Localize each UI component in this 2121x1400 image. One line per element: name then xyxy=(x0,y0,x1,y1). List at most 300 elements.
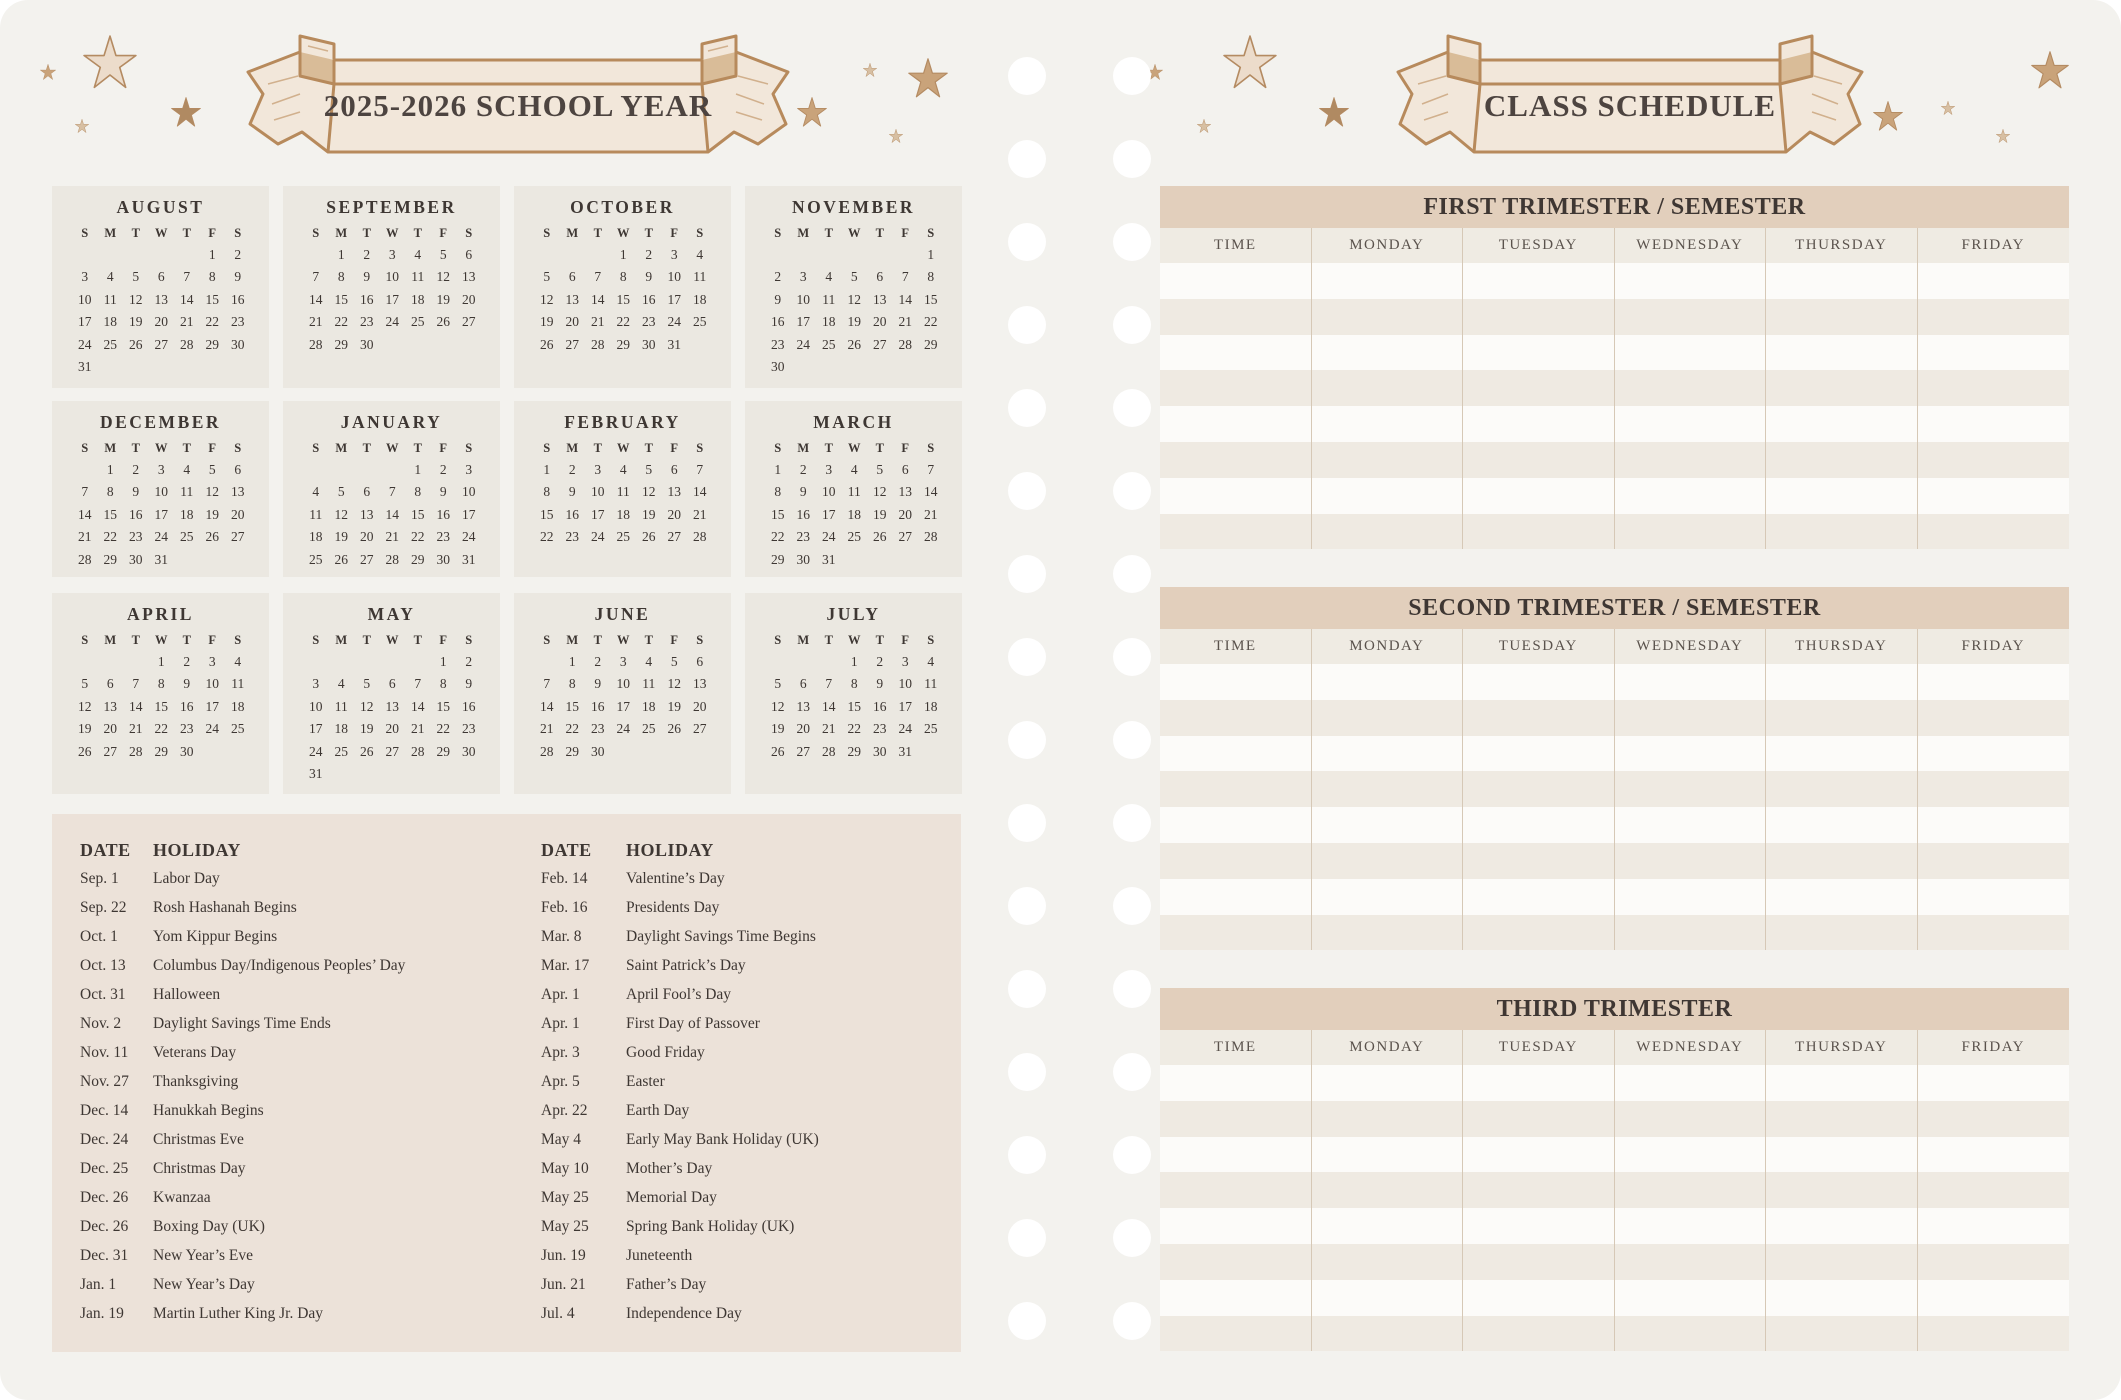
binder-hole xyxy=(1008,306,1046,344)
schedule-cell[interactable] xyxy=(1766,263,1917,299)
schedule-cell[interactable] xyxy=(1160,1172,1311,1208)
holiday-date: Nov. 11 xyxy=(80,1044,129,1061)
day-number: 20 xyxy=(873,314,887,330)
holiday-name: Thanksgiving xyxy=(153,1073,239,1090)
schedule-cell[interactable] xyxy=(1160,406,1311,442)
binder-hole xyxy=(1008,721,1046,759)
schedule-cell[interactable] xyxy=(1463,736,1614,772)
holiday-name: Daylight Savings Time Ends xyxy=(153,1015,331,1032)
schedule-cell[interactable] xyxy=(1615,514,1766,550)
schedule-cell[interactable] xyxy=(1615,1316,1766,1352)
schedule-cell[interactable] xyxy=(1463,442,1614,478)
schedule-cell[interactable] xyxy=(1615,406,1766,442)
schedule-cell[interactable] xyxy=(1463,1172,1614,1208)
schedule-cell[interactable] xyxy=(1766,915,1917,951)
day-number: 26 xyxy=(667,721,681,737)
schedule-cell[interactable] xyxy=(1160,299,1311,335)
schedule-cell[interactable] xyxy=(1160,335,1311,371)
schedule-cell[interactable] xyxy=(1918,263,2070,299)
day-number: 21 xyxy=(78,529,92,545)
schedule-cell[interactable] xyxy=(1766,664,1917,700)
schedule-cell[interactable] xyxy=(1615,1280,1766,1316)
schedule-cell[interactable] xyxy=(1615,664,1766,700)
schedule-cell[interactable] xyxy=(1160,1137,1311,1173)
schedule-cell[interactable] xyxy=(1312,1280,1463,1316)
day-number: 25 xyxy=(334,743,348,759)
day-number: 4 xyxy=(696,247,704,262)
day-number: 3 xyxy=(465,462,473,477)
holiday-name: Presidents Day xyxy=(626,899,720,916)
schedule-cell[interactable] xyxy=(1463,1065,1614,1101)
schedule-cell[interactable] xyxy=(1463,915,1614,951)
schedule-cell[interactable] xyxy=(1312,879,1463,915)
day-number: 28 xyxy=(309,336,323,352)
day-number: 10 xyxy=(154,484,168,500)
schedule-cell[interactable] xyxy=(1615,771,1766,807)
schedule-cell[interactable] xyxy=(1160,700,1311,736)
schedule-cell[interactable] xyxy=(1766,1280,1917,1316)
schedule-cell[interactable] xyxy=(1312,514,1463,550)
schedule-cell[interactable] xyxy=(1312,1101,1463,1137)
day-number: 3 xyxy=(388,247,396,262)
holiday-name: Halloween xyxy=(153,986,221,1003)
day-number: 5 xyxy=(876,462,884,477)
schedule-cell[interactable] xyxy=(1160,879,1311,915)
day-number: 11 xyxy=(616,484,630,500)
schedule-cell[interactable] xyxy=(1918,299,2070,335)
schedule-cell[interactable] xyxy=(1463,370,1614,406)
day-number: 8 xyxy=(543,484,551,500)
day-number: 20 xyxy=(667,506,681,522)
schedule-cell[interactable] xyxy=(1918,1244,2070,1280)
day-number: 1 xyxy=(337,247,345,262)
weekday-label: T xyxy=(644,226,653,240)
schedule-cell[interactable] xyxy=(1463,1101,1614,1137)
schedule-cell[interactable] xyxy=(1615,807,1766,843)
schedule-cell[interactable] xyxy=(1766,1208,1917,1244)
schedule-cell[interactable] xyxy=(1312,335,1463,371)
schedule-cell[interactable] xyxy=(1463,1316,1614,1352)
holiday-date: Jun. 21 xyxy=(541,1276,586,1293)
schedule-cell[interactable] xyxy=(1160,1101,1311,1137)
day-number: 27 xyxy=(385,743,399,759)
schedule-cell[interactable] xyxy=(1766,370,1917,406)
schedule-cell[interactable] xyxy=(1160,514,1311,550)
month-november xyxy=(745,186,962,388)
schedule-cell[interactable] xyxy=(1312,1208,1463,1244)
day-number: 30 xyxy=(642,336,656,352)
schedule-cell[interactable] xyxy=(1312,1172,1463,1208)
schedule-cell[interactable] xyxy=(1766,1065,1917,1101)
day-number: 6 xyxy=(363,484,371,500)
date-column-header: DATE xyxy=(80,840,131,860)
holiday-name: Valentine’s Day xyxy=(626,870,725,887)
schedule-cell[interactable] xyxy=(1918,442,2070,478)
day-number: 11 xyxy=(334,698,348,714)
schedule-cell[interactable] xyxy=(1615,478,1766,514)
schedule-cell[interactable] xyxy=(1766,1137,1917,1173)
holiday-date: Nov. 2 xyxy=(80,1015,122,1032)
schedule-cell[interactable] xyxy=(1615,1101,1766,1137)
schedule-cell[interactable] xyxy=(1766,771,1917,807)
day-number: 17 xyxy=(898,698,912,714)
day-number: 10 xyxy=(591,484,605,500)
schedule-cell[interactable] xyxy=(1918,736,2070,772)
schedule-cell[interactable] xyxy=(1615,263,1766,299)
schedule-cell[interactable] xyxy=(1312,299,1463,335)
blank-day xyxy=(380,651,406,673)
day-number: 18 xyxy=(231,698,245,714)
weekday-label: M xyxy=(104,441,117,455)
schedule-cell[interactable] xyxy=(1918,1065,2070,1101)
schedule-cell[interactable] xyxy=(1918,335,2070,371)
day-number: 20 xyxy=(565,314,579,330)
blank-day xyxy=(534,651,560,673)
holiday-date: Apr. 5 xyxy=(541,1073,580,1090)
day-number: 5 xyxy=(850,269,858,285)
schedule-cell[interactable] xyxy=(1615,1208,1766,1244)
schedule-cell[interactable] xyxy=(1312,771,1463,807)
schedule-cell[interactable] xyxy=(1918,807,2070,843)
schedule-cell[interactable] xyxy=(1615,1065,1766,1101)
schedule-cell[interactable] xyxy=(1312,1137,1463,1173)
schedule-cell[interactable] xyxy=(1615,1137,1766,1173)
weekday-label: T xyxy=(593,441,602,455)
month-name: AUGUST xyxy=(116,197,205,217)
schedule-cell[interactable] xyxy=(1463,807,1614,843)
binder-hole xyxy=(1113,804,1151,842)
day-number: 5 xyxy=(774,676,782,692)
weekday-label: S xyxy=(312,633,320,647)
schedule-cell[interactable] xyxy=(1766,843,1917,879)
schedule-cell[interactable] xyxy=(1160,1065,1311,1101)
schedule-cell[interactable] xyxy=(1463,700,1614,736)
day-number: 7 xyxy=(312,269,320,285)
schedule-cell[interactable] xyxy=(1766,514,1917,550)
day-number: 17 xyxy=(667,291,681,307)
schedule-cell[interactable] xyxy=(1160,442,1311,478)
schedule-cell[interactable] xyxy=(1766,1244,1917,1280)
schedule-cell[interactable] xyxy=(1160,736,1311,772)
holiday-date: May 10 xyxy=(541,1160,589,1177)
binder-hole xyxy=(1113,1302,1151,1340)
schedule-cell[interactable] xyxy=(1615,335,1766,371)
day-number: 30 xyxy=(591,743,605,759)
schedule-cell[interactable] xyxy=(1766,406,1917,442)
holiday-name: New Year’s Day xyxy=(153,1276,255,1293)
schedule-cell[interactable] xyxy=(1766,736,1917,772)
schedule-cell[interactable] xyxy=(1766,807,1917,843)
schedule-cell[interactable] xyxy=(1766,700,1917,736)
star-icon xyxy=(83,35,137,94)
schedule-cell[interactable] xyxy=(1918,664,2070,700)
day-number: 17 xyxy=(462,506,476,522)
day-number: 10 xyxy=(796,291,810,307)
weekday-label: S xyxy=(774,441,782,455)
schedule-cell[interactable] xyxy=(1615,370,1766,406)
day-number: 7 xyxy=(183,269,191,285)
holiday-name: First Day of Passover xyxy=(626,1015,760,1032)
schedule-cell[interactable] xyxy=(1160,263,1311,299)
schedule-cell[interactable] xyxy=(1463,843,1614,879)
blank-day xyxy=(354,459,380,481)
month-grid xyxy=(72,438,269,571)
schedule-cell[interactable] xyxy=(1615,1244,1766,1280)
schedule-cell[interactable] xyxy=(1615,442,1766,478)
schedule-cell[interactable] xyxy=(1463,335,1614,371)
day-number: 28 xyxy=(180,336,194,352)
day-number: 26 xyxy=(360,743,374,759)
day-number: 7 xyxy=(132,676,140,692)
weekday-label: F xyxy=(208,633,217,647)
schedule-cell[interactable] xyxy=(1312,843,1463,879)
day-number: 5 xyxy=(337,484,345,500)
schedule-cell[interactable] xyxy=(1615,736,1766,772)
holiday-date: Sep. 1 xyxy=(80,870,119,887)
day-number: 23 xyxy=(462,721,476,737)
day-number: 17 xyxy=(205,698,219,714)
weekday-label: W xyxy=(617,633,630,647)
schedule-cell[interactable] xyxy=(1766,299,1917,335)
star-icon xyxy=(2031,51,2069,94)
schedule-cell[interactable] xyxy=(1766,879,1917,915)
schedule-cell[interactable] xyxy=(1160,664,1311,700)
weekday-label: F xyxy=(670,441,679,455)
day-number: 13 xyxy=(898,484,912,500)
schedule-cell[interactable] xyxy=(1918,771,2070,807)
schedule-cell[interactable] xyxy=(1766,1172,1917,1208)
schedule-cell[interactable] xyxy=(1463,879,1614,915)
schedule-cell[interactable] xyxy=(1918,843,2070,879)
day-number: 14 xyxy=(309,291,323,307)
schedule-cell[interactable] xyxy=(1615,843,1766,879)
day-number: 29 xyxy=(154,743,168,759)
school-year-title: 2025-2026 SCHOOL YEAR xyxy=(323,88,713,123)
day-number: 10 xyxy=(898,676,912,692)
schedule-cell[interactable] xyxy=(1312,700,1463,736)
schedule-cell[interactable] xyxy=(1918,406,2070,442)
binder-hole xyxy=(1113,223,1151,261)
binder-hole xyxy=(1008,1219,1046,1257)
day-number: 26 xyxy=(771,743,785,759)
day-number: 13 xyxy=(693,676,707,692)
holiday-date: May 25 xyxy=(541,1218,589,1235)
day-number: 21 xyxy=(180,314,194,330)
schedule-grid xyxy=(1160,263,2069,549)
day-number: 3 xyxy=(157,462,165,477)
schedule-cell[interactable] xyxy=(1463,1244,1614,1280)
day-number: 13 xyxy=(231,484,245,500)
day-number: 14 xyxy=(385,506,399,522)
schedule-cell[interactable] xyxy=(1918,915,2070,951)
schedule-cell[interactable] xyxy=(1463,299,1614,335)
schedule-cell[interactable] xyxy=(1312,263,1463,299)
schedule-cell[interactable] xyxy=(1615,700,1766,736)
schedule-cell[interactable] xyxy=(1766,1316,1917,1352)
schedule-cell[interactable] xyxy=(1312,478,1463,514)
column-header-tuesday: TUESDAY xyxy=(1463,228,1615,263)
day-number: 7 xyxy=(594,269,602,285)
weekday-label: S xyxy=(774,226,782,240)
day-number: 4 xyxy=(825,269,833,285)
day-number: 1 xyxy=(543,462,551,477)
day-number: 31 xyxy=(462,551,476,567)
day-number: 6 xyxy=(901,462,909,477)
month-august xyxy=(52,186,269,388)
day-number: 29 xyxy=(103,551,117,567)
holiday-name: Labor Day xyxy=(153,870,220,887)
month-name: JULY xyxy=(826,604,881,624)
schedule-cell[interactable] xyxy=(1312,915,1463,951)
month-name: APRIL xyxy=(127,604,194,624)
schedule-cell[interactable] xyxy=(1463,1208,1614,1244)
day-number: 15 xyxy=(154,698,168,714)
weekday-label: M xyxy=(797,441,810,455)
schedule-cell[interactable] xyxy=(1312,442,1463,478)
schedule-grid xyxy=(1160,1065,2069,1351)
schedule-column-thursday xyxy=(1766,664,1918,950)
month-grid xyxy=(72,630,269,763)
day-number: 6 xyxy=(568,269,576,285)
schedule-cell[interactable] xyxy=(1615,915,1766,951)
binder-hole xyxy=(1113,389,1151,427)
schedule-cell[interactable] xyxy=(1160,370,1311,406)
day-number: 23 xyxy=(360,314,374,330)
day-number: 4 xyxy=(312,484,320,500)
day-number: 27 xyxy=(565,336,579,352)
holiday-name: Independence Day xyxy=(626,1305,742,1322)
schedule-cell[interactable] xyxy=(1312,807,1463,843)
day-number: 4 xyxy=(337,676,345,692)
day-number: 2 xyxy=(363,247,371,262)
month-grid xyxy=(303,438,500,571)
schedule-cell[interactable] xyxy=(1312,370,1463,406)
schedule-cell[interactable] xyxy=(1918,700,2070,736)
schedule-cell[interactable] xyxy=(1160,843,1311,879)
schedule-cell[interactable] xyxy=(1312,1244,1463,1280)
schedule-cell[interactable] xyxy=(1918,514,2070,550)
binder-hole xyxy=(1113,887,1151,925)
day-number: 6 xyxy=(670,462,678,477)
holiday-date: Jun. 19 xyxy=(541,1247,586,1264)
schedule-cell[interactable] xyxy=(1160,771,1311,807)
schedule-cell[interactable] xyxy=(1463,771,1614,807)
schedule-cell[interactable] xyxy=(1918,1101,2070,1137)
blank-day xyxy=(303,651,329,673)
schedule-cell[interactable] xyxy=(1766,335,1917,371)
schedule-cell[interactable] xyxy=(1463,263,1614,299)
day-number: 14 xyxy=(180,291,194,307)
day-number: 29 xyxy=(616,336,630,352)
day-number: 12 xyxy=(873,484,887,500)
schedule-cell[interactable] xyxy=(1918,1316,2070,1352)
schedule-cell[interactable] xyxy=(1918,370,2070,406)
schedule-cell[interactable] xyxy=(1918,478,2070,514)
schedule-cell[interactable] xyxy=(1160,1280,1311,1316)
schedule-cell[interactable] xyxy=(1312,664,1463,700)
column-header-wednesday: WEDNESDAY xyxy=(1615,629,1767,664)
star-icon xyxy=(1996,129,2010,148)
month-june xyxy=(514,593,731,794)
weekday-label: F xyxy=(670,633,679,647)
day-number: 12 xyxy=(334,506,348,522)
schedule-cell[interactable] xyxy=(1615,1172,1766,1208)
schedule-cell[interactable] xyxy=(1463,1280,1614,1316)
schedule-cell[interactable] xyxy=(1312,406,1463,442)
day-number: 18 xyxy=(334,721,348,737)
schedule-cell[interactable] xyxy=(1766,1101,1917,1137)
day-number: 5 xyxy=(363,676,371,692)
day-number: 13 xyxy=(873,291,887,307)
binder-hole xyxy=(1113,1136,1151,1174)
schedule-cell[interactable] xyxy=(1918,1208,2070,1244)
weekday-label: W xyxy=(386,441,399,455)
day-number: 20 xyxy=(231,506,245,522)
day-number: 9 xyxy=(183,676,191,692)
day-number: 13 xyxy=(360,506,374,522)
binder-hole xyxy=(1113,1219,1151,1257)
schedule-cell[interactable] xyxy=(1463,514,1614,550)
schedule-cell[interactable] xyxy=(1312,1065,1463,1101)
schedule-cell[interactable] xyxy=(1463,1137,1614,1173)
schedule-cell[interactable] xyxy=(1160,915,1311,951)
schedule-cell[interactable] xyxy=(1918,1137,2070,1173)
day-number: 10 xyxy=(616,676,630,692)
day-number: 19 xyxy=(540,314,554,330)
schedule-cell[interactable] xyxy=(1160,1244,1311,1280)
day-number: 13 xyxy=(796,698,810,714)
schedule-cell[interactable] xyxy=(1160,1208,1311,1244)
schedule-cell[interactable] xyxy=(1160,1316,1311,1352)
schedule-cell[interactable] xyxy=(1463,478,1614,514)
column-header-thursday: THURSDAY xyxy=(1766,228,1918,263)
schedule-cell[interactable] xyxy=(1312,1316,1463,1352)
weekday-label: M xyxy=(104,226,117,240)
weekday-label: T xyxy=(644,441,653,455)
schedule-cell[interactable] xyxy=(1463,406,1614,442)
schedule-cell[interactable] xyxy=(1463,664,1614,700)
schedule-cell[interactable] xyxy=(1160,478,1311,514)
day-number: 1 xyxy=(439,654,447,669)
day-number: 19 xyxy=(360,721,374,737)
day-number: 24 xyxy=(667,314,681,330)
holiday-date: Dec. 26 xyxy=(80,1189,129,1206)
blank-day xyxy=(816,244,842,266)
weekday-label: T xyxy=(824,441,833,455)
schedule-cell[interactable] xyxy=(1918,1172,2070,1208)
schedule-cell[interactable] xyxy=(1766,442,1917,478)
schedule-cell[interactable] xyxy=(1312,736,1463,772)
day-number: 23 xyxy=(231,314,245,330)
binder-hole xyxy=(1008,555,1046,593)
schedule-cell[interactable] xyxy=(1766,478,1917,514)
day-number: 28 xyxy=(78,551,92,567)
day-number: 21 xyxy=(540,721,554,737)
schedule-cell[interactable] xyxy=(1160,807,1311,843)
month-grid xyxy=(534,438,731,549)
schedule-cell[interactable] xyxy=(1918,879,2070,915)
day-number: 12 xyxy=(847,291,861,307)
day-number: 29 xyxy=(411,551,425,567)
weekday-label: S xyxy=(465,633,473,647)
schedule-cell[interactable] xyxy=(1615,879,1766,915)
holiday-name: New Year’s Eve xyxy=(153,1247,254,1264)
schedule-cell[interactable] xyxy=(1918,1280,2070,1316)
schedule-cell[interactable] xyxy=(1615,299,1766,335)
star-icon xyxy=(1197,119,1211,138)
holiday-name: Hanukkah Begins xyxy=(153,1102,264,1119)
day-number: 6 xyxy=(234,462,242,477)
